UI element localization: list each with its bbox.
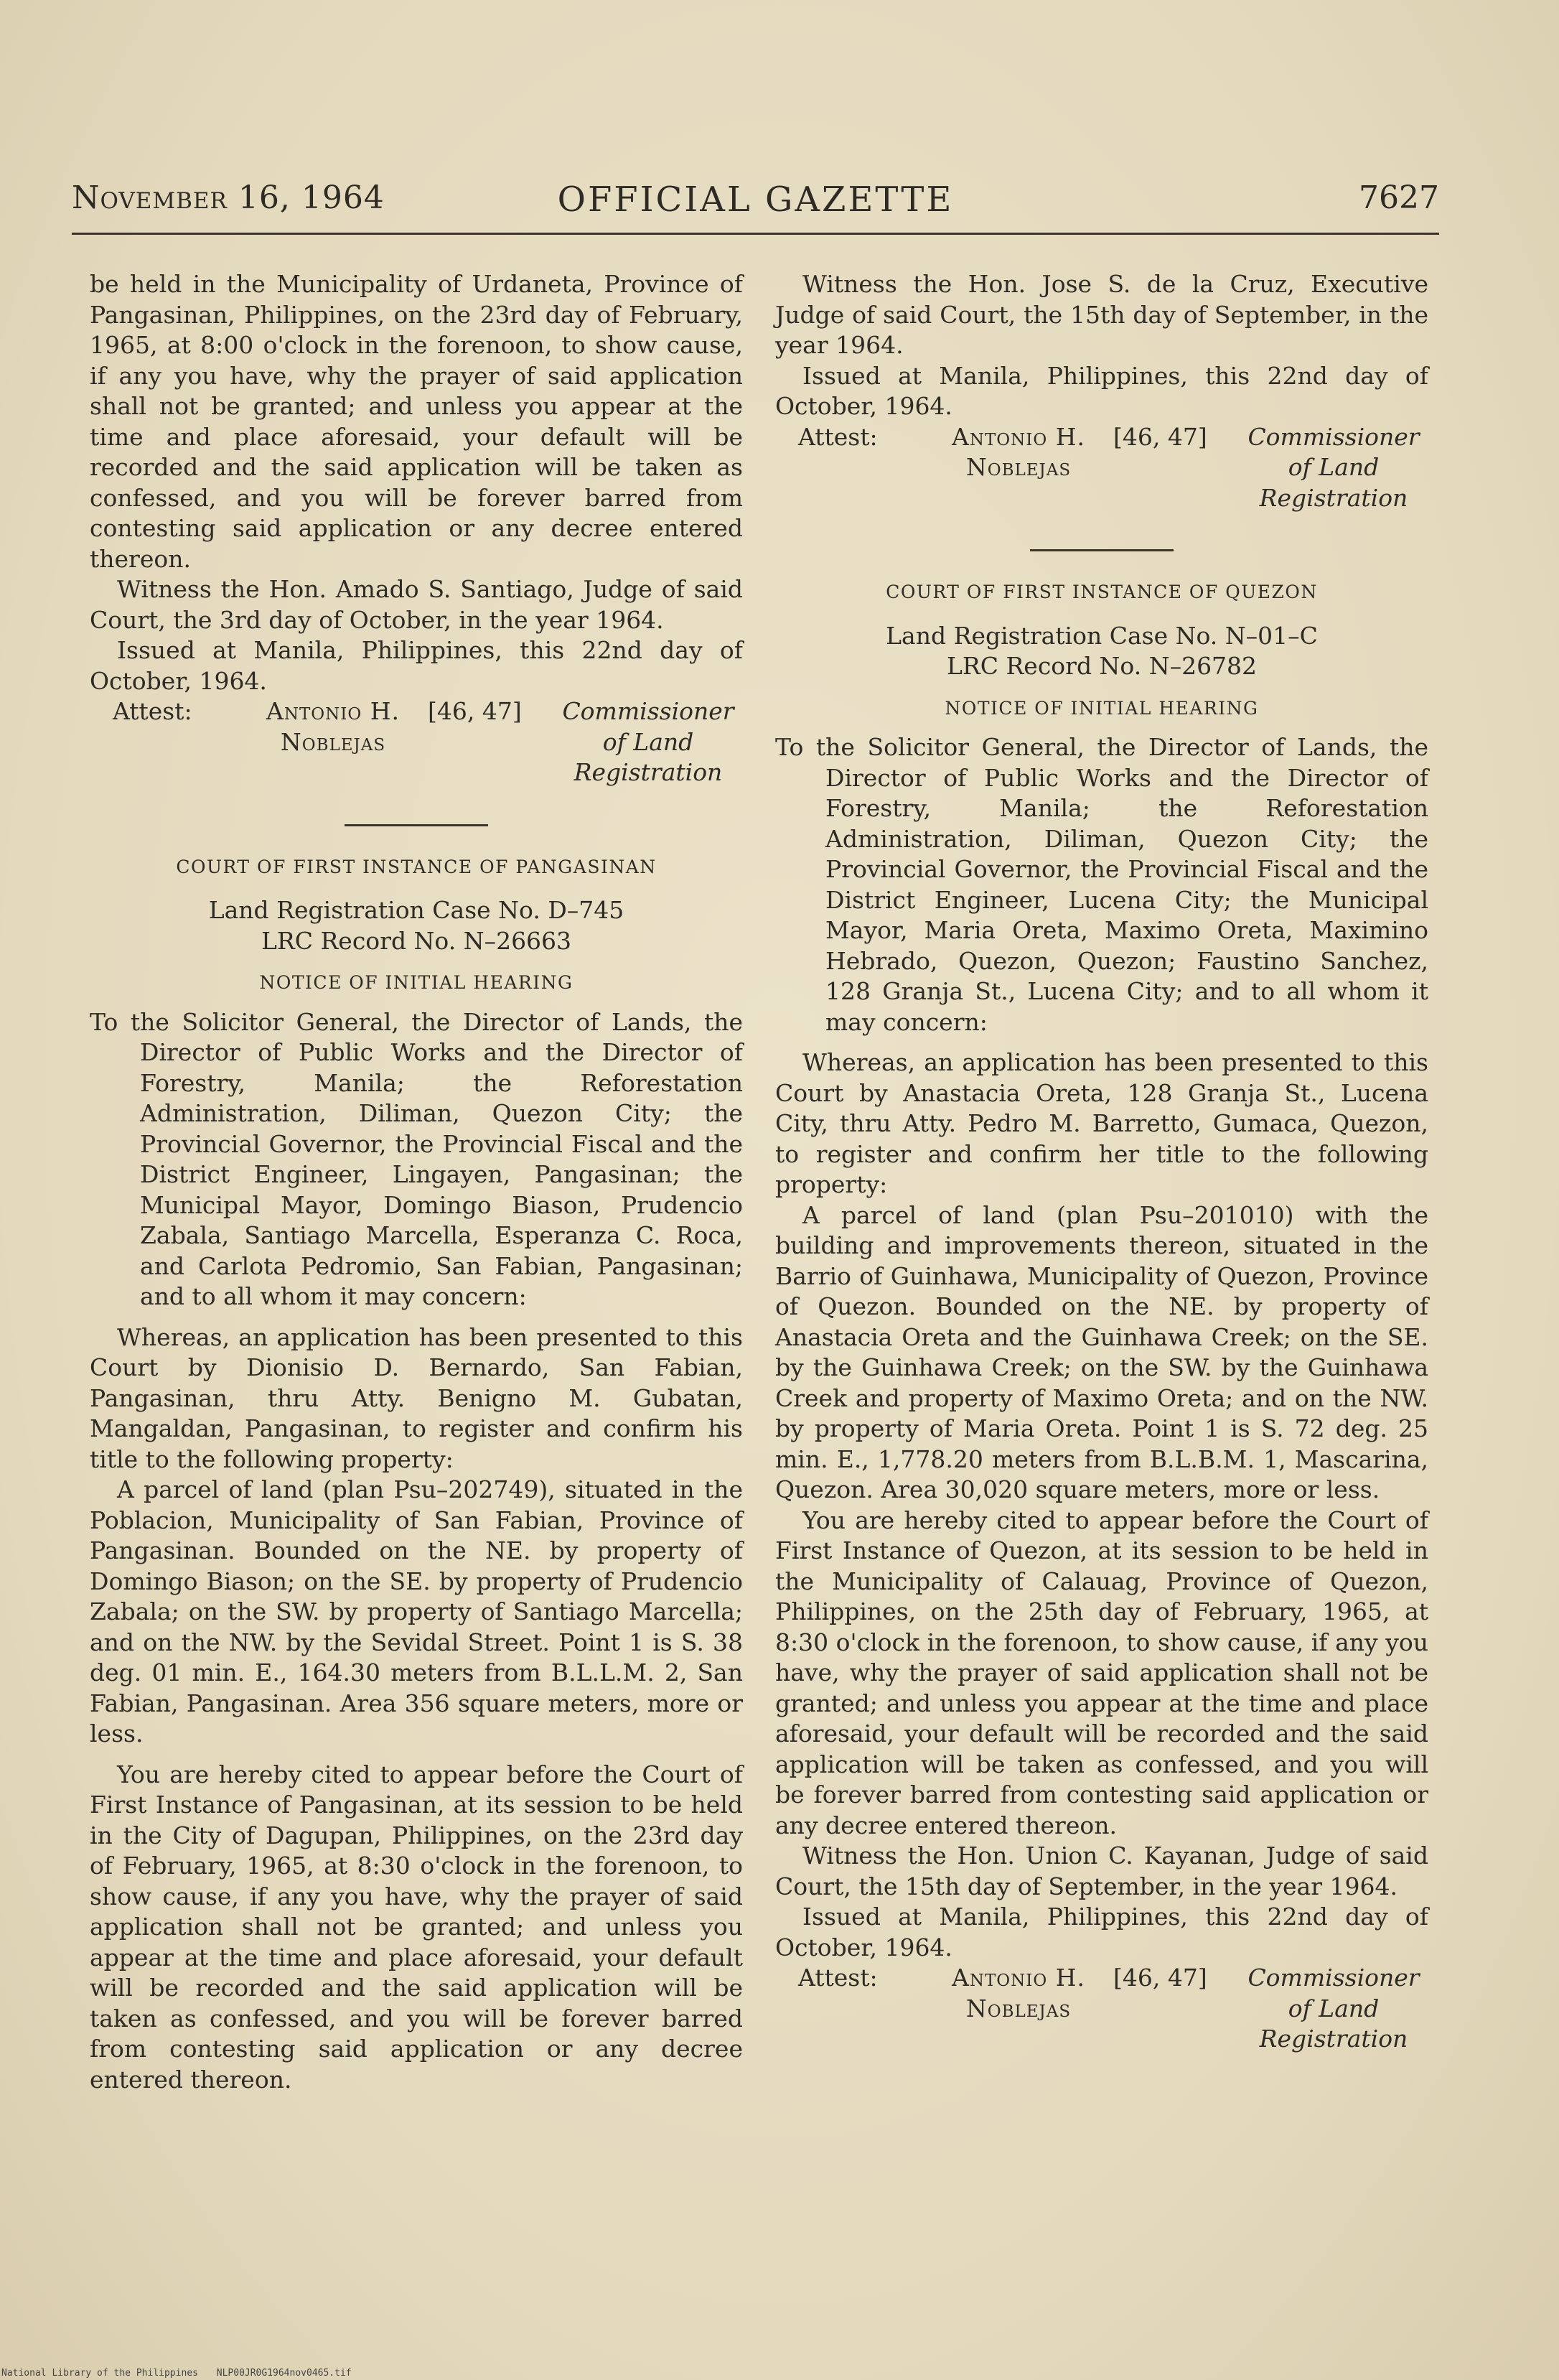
attest-label: Attest: bbox=[798, 1964, 878, 1992]
right-column bbox=[775, 269, 1428, 2055]
notice-heading: NOTICE OF INITIAL HEARING bbox=[259, 972, 573, 993]
witness-paragraph: Witness the Hon. Jose S. de la Cruz, Executive Judge of said Court, the 15th day of September, in the year 1964. bbox=[775, 270, 1428, 359]
attestation-block bbox=[775, 422, 1428, 514]
court-heading: COURT OF FIRST INSTANCE OF PANGASINAN bbox=[176, 856, 657, 877]
page-number: 7627 bbox=[1359, 179, 1439, 216]
citation-paragraph: You are hereby cited to appear before the Court of First Instance of Quezon, at its session to be held in the Municipality of Calauag, Province of Quezon, Philippines, on the 25th day of February, 1965, at 8:30 o'clock in the forenoon, to show cause, if any you have, why the prayer of said application shall not be granted; and unless you appear at the time and place aforesaid, your default will be recorded and the said application will be taken as confessed, and you will be forever barred from contesting said application or any decree entered thereon. bbox=[775, 1506, 1428, 1839]
whereas-paragraph: Whereas, an application has been presented to this Court by Anastacia Oreta, 128 Granja St., Lucena City, thru Atty. Pedro M. Barretto, Gumaca, Quezon, to register and confirm her title to the following property: bbox=[775, 1048, 1428, 1198]
issued-paragraph: Issued at Manila, Philippines, this 22nd day of October, 1964. bbox=[775, 361, 1428, 420]
issued-paragraph: Issued at Manila, Philippines, this 22nd day of October, 1964. bbox=[775, 1903, 1428, 1961]
record-number: LRC Record No. N–26782 bbox=[946, 652, 1258, 680]
attest-label: Attest: bbox=[113, 697, 192, 725]
attest-name: Antonio H. Noblejas bbox=[952, 1964, 1085, 2022]
attest-name: Antonio H. Noblejas bbox=[952, 422, 1085, 481]
attest-reference: [46, 47] bbox=[428, 697, 522, 725]
issue-date: November 16, 1964 bbox=[72, 179, 385, 216]
attest-reference: [46, 47] bbox=[1113, 1964, 1207, 1992]
citation-paragraph: You are hereby cited to appear before the Court of First Instance of Pangasinan, at its session to be held in the City of Dagupan, Philippines, on the 23rd day of February, 1965, at 8:30 o'clock in the forenoon, to show cause, if any you have, why the prayer of said application shall not be granted; and unless you appear at the time and place aforesaid, your default will be recorded and the said application will be taken as confessed, and you will be forever barred from contesting said application or any decree entered thereon. bbox=[90, 1760, 743, 2094]
witness-paragraph: Witness the Hon. Union C. Kayanan, Judge of said Court, the 15th day of September, in the year 1964. bbox=[775, 1842, 1428, 1900]
header-rule bbox=[72, 233, 1439, 235]
attest-role: Commissioner of Land Registration bbox=[562, 697, 734, 786]
attestation-block bbox=[90, 696, 743, 788]
page-header bbox=[72, 179, 1439, 223]
parcel-paragraph: A parcel of land (plan Psu–202749), situated in the Poblacion, Municipality of San Fabian, Province of Pangasinan. Bounded on the NE. by property of Domingo Biason; on the SE. by property of Prudencio Zabala; on the SW. by property of Santiago Marcella; and on the NW. by the Sevidal Street. Point 1 is S. 38 deg. 01 min. E., 164.30 meters from B.L.L.M. 2, San Fabian, Pangasinan. Area 356 square meters, more or less. bbox=[90, 1475, 743, 1747]
addressee-paragraph: To the Solicitor General, the Director of Lands, the Director of Public Works and the Director of Forestry, Manila; the Reforestation Administration, Diliman, Quezon City; the Provincial Governor, the Provincial Fiscal and the District Engineer, Lucena City; the Municipal Mayor, Maria Oreta, Maximo Oreta, Maximino Hebrado, Quezon, Quezon; Faustino Sanchez, 128 Granja St., Lucena City; and to all whom it may concern: bbox=[775, 733, 1428, 1036]
continued-notice-text: be held in the Municipality of Urdaneta, Province of Pangasinan, Philippines, on the 23rd day of February, 1965, at 8:00 o'clock in the forenoon, to show cause, if any you have, why the prayer of said application shall not be granted; and unless you appear at the time and place aforesaid, your default will be recorded and the said application will be taken as confessed, and you will be forever barred from contesting said application or any decree entered thereon. bbox=[90, 270, 743, 573]
attestation-block bbox=[775, 1963, 1428, 2055]
attest-reference: [46, 47] bbox=[1113, 422, 1207, 451]
left-column bbox=[90, 269, 743, 2095]
attest-label: Attest: bbox=[798, 422, 878, 451]
addressee-paragraph: To the Solicitor General, the Director of Lands, the Director of Public Works and the Director of Forestry, Manila; the Reforestation Administration, Diliman, Quezon City; the Provincial Governor, the Provincial Fiscal and the District Engineer, Lingayen, Pangasinan; the Municipal Mayor, Domingo Biason, Prudencio Zabala, Santiago Marcella, Esperanza C. Roca, and Carlota Pedromio, San Fabian, Pangasinan; and to all whom it may concern: bbox=[90, 1007, 743, 1310]
attest-name: Antonio H. Noblejas bbox=[266, 697, 400, 756]
scan-source: National Library of the Philippines bbox=[1, 2368, 198, 2379]
scan-footer bbox=[1, 2368, 365, 2379]
parcel-paragraph: A parcel of land (plan Psu–201010) with the building and improvements thereon, situated in the Barrio of Guinhawa, Municipality of Quezon, Province of Quezon. Bounded on the NE. by property of Anastacia Oreta and the Guinhawa Creek; on the SE. by the Guinhawa Creek; on the SW. by the Guinhawa Creek and property of Maximo Oreta; and on the NW. by property of Maria Oreta. Point 1 is S. 72 deg. 25 min. E., 1,778.20 meters from B.L.B.M. 1, Mascarina, Quezon. Area 30,020 square meters, more or less. bbox=[775, 1200, 1428, 1503]
witness-paragraph: Witness the Hon. Amado S. Santiago, Judge of said Court, the 3rd day of October, in the year 1964. bbox=[90, 575, 743, 634]
case-number: Land Registration Case No. N–01–C bbox=[886, 621, 1318, 650]
notice-heading: NOTICE OF INITIAL HEARING bbox=[945, 697, 1259, 719]
case-number: Land Registration Case No. D–745 bbox=[208, 896, 624, 924]
scan-filename: NLP00JR0G1964nov0465.tif bbox=[216, 2368, 352, 2379]
attest-role: Commissioner of Land Registration bbox=[1247, 422, 1420, 512]
record-number: LRC Record No. N–26663 bbox=[261, 926, 572, 955]
attest-role: Commissioner of Land Registration bbox=[1247, 1964, 1420, 2053]
gazette-title: OFFICIAL GAZETTE bbox=[557, 179, 954, 220]
whereas-paragraph: Whereas, an application has been presented to this Court by Dionisio D. Bernardo, San Fabian, Pangasinan, thru Atty. Benigno M. Gubatan, Mangaldan, Pangasinan, to register and confirm his title to the following property: bbox=[90, 1322, 743, 1473]
section-divider bbox=[1030, 549, 1174, 551]
issued-paragraph: Issued at Manila, Philippines, this 22nd day of October, 1964. bbox=[90, 636, 743, 695]
section-divider bbox=[345, 824, 488, 826]
court-heading: COURT OF FIRST INSTANCE OF QUEZON bbox=[886, 582, 1318, 602]
